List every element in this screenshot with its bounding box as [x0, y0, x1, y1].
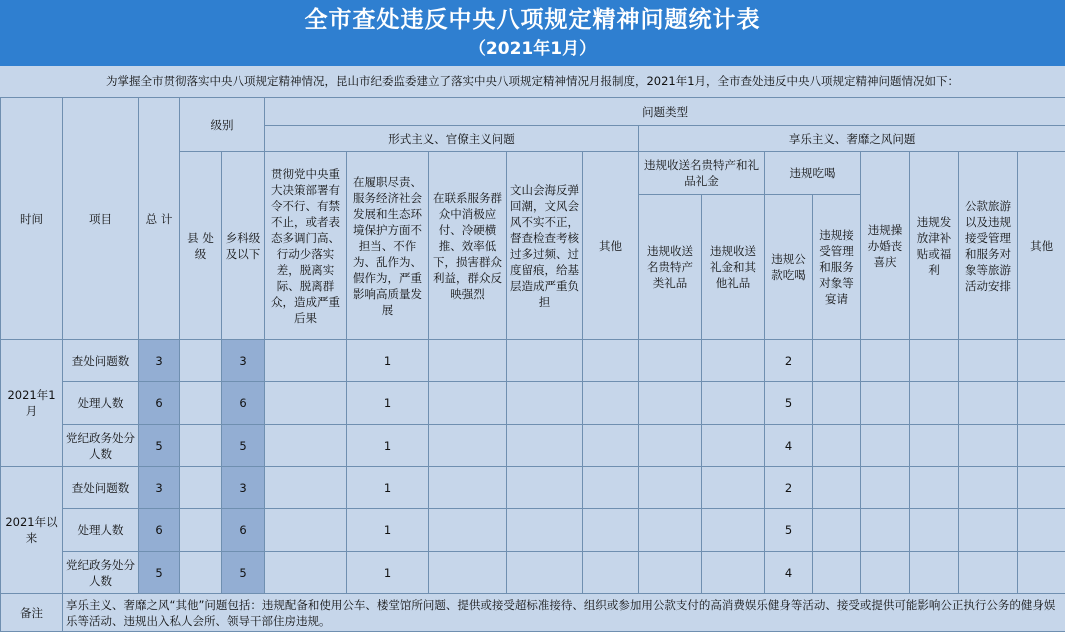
row-group-time: 2021年以来	[1, 467, 63, 594]
header-hedonism-6: 违规发放津补贴或福利	[910, 152, 959, 340]
cell-h4	[813, 467, 861, 509]
header-total: 总 计	[139, 98, 180, 340]
cell-total: 5	[139, 552, 180, 594]
row-group-time: 2021年1月	[1, 340, 63, 467]
row-item-label: 查处问题数	[63, 467, 139, 509]
cell-f2: 1	[347, 425, 429, 467]
header-hedonism-2: 违规收送礼金和其他礼品	[702, 195, 765, 340]
cell-h5	[861, 467, 910, 509]
cell-f2: 1	[347, 467, 429, 509]
cell-h8	[1018, 425, 1065, 467]
cell-h8	[1018, 382, 1065, 425]
cell-h1	[639, 340, 702, 382]
cell-h6	[910, 552, 959, 594]
cell-h6	[910, 467, 959, 509]
title-banner	[0, 0, 1065, 66]
cell-f1	[265, 467, 347, 509]
cell-f5	[583, 509, 639, 552]
table-row	[1, 425, 1065, 467]
cell-h1	[639, 467, 702, 509]
cell-h3: 5	[765, 509, 813, 552]
cell-h1	[639, 509, 702, 552]
cell-h6	[910, 340, 959, 382]
header-formalism: 形式主义、官僚主义问题	[265, 126, 639, 152]
row-item-label: 党纪政务处分人数	[63, 425, 139, 467]
cell-h2	[702, 382, 765, 425]
cell-total: 6	[139, 509, 180, 552]
row-item-label: 党纪政务处分人数	[63, 552, 139, 594]
cell-h4	[813, 425, 861, 467]
cell-f3	[429, 425, 507, 467]
cell-h7	[959, 382, 1018, 425]
cell-f2: 1	[347, 382, 429, 425]
cell-township: 5	[222, 425, 265, 467]
cell-h3: 4	[765, 552, 813, 594]
cell-township: 6	[222, 382, 265, 425]
cell-h5	[861, 382, 910, 425]
cell-county	[180, 425, 222, 467]
table-row	[1, 382, 1065, 425]
note-label: 备注	[1, 594, 63, 632]
header-formalism-other: 其他	[583, 152, 639, 340]
header-formalism-2: 在履职尽责、服务经济社会发展和生态环境保护方面不担当、不作为、乱作为、假作为，严重影响高质量发展	[347, 152, 429, 340]
cell-h7	[959, 509, 1018, 552]
header-hedonism-4: 违规接受管理和服务对象等宴请	[813, 195, 861, 340]
statistics-table	[0, 97, 1065, 632]
cell-f2: 1	[347, 552, 429, 594]
cell-h1	[639, 552, 702, 594]
cell-f1	[265, 425, 347, 467]
table-row	[1, 467, 1065, 509]
header-hedonism-1: 违规收送名贵特产类礼品	[639, 195, 702, 340]
cell-h2	[702, 467, 765, 509]
cell-township: 6	[222, 509, 265, 552]
table-row	[1, 552, 1065, 594]
cell-h8	[1018, 552, 1065, 594]
header-hedonism-3: 违规公款吃喝	[765, 195, 813, 340]
cell-h8	[1018, 467, 1065, 509]
row-item-label: 处理人数	[63, 509, 139, 552]
table-row	[1, 340, 1065, 382]
cell-h7	[959, 467, 1018, 509]
cell-f3	[429, 467, 507, 509]
cell-h2	[702, 509, 765, 552]
cell-h8	[1018, 509, 1065, 552]
cell-f3	[429, 340, 507, 382]
cell-f4	[507, 467, 583, 509]
cell-h2	[702, 340, 765, 382]
cell-h1	[639, 382, 702, 425]
header-hedonism-other: 其他	[1018, 152, 1065, 340]
header-gifts: 违规收送名贵特产和礼品礼金	[639, 152, 765, 195]
cell-h7	[959, 340, 1018, 382]
cell-h4	[813, 382, 861, 425]
cell-total: 3	[139, 467, 180, 509]
cell-f2: 1	[347, 509, 429, 552]
cell-f1	[265, 509, 347, 552]
cell-h7	[959, 425, 1018, 467]
cell-township: 3	[222, 340, 265, 382]
cell-h4	[813, 340, 861, 382]
cell-f4	[507, 509, 583, 552]
cell-f5	[583, 552, 639, 594]
cell-f5	[583, 340, 639, 382]
cell-f3	[429, 509, 507, 552]
page-subtitle: （2021年1月）	[468, 39, 597, 59]
header-formalism-4: 文山会海反弹回潮，文风会风不实不正，督查检查考核过多过频、过度留痕，给基层造成严重负担	[507, 152, 583, 340]
cell-h2	[702, 425, 765, 467]
header-time: 时间	[1, 98, 63, 340]
cell-f5	[583, 425, 639, 467]
cell-f3	[429, 552, 507, 594]
cell-county	[180, 467, 222, 509]
header-formalism-3: 在联系服务群众中消极应付、冷硬横推、效率低下，损害群众利益，群众反映强烈	[429, 152, 507, 340]
cell-h6	[910, 382, 959, 425]
cell-total: 5	[139, 425, 180, 467]
cell-f1	[265, 552, 347, 594]
header-eating: 违规吃喝	[765, 152, 861, 195]
cell-h6	[910, 509, 959, 552]
cell-h3: 2	[765, 340, 813, 382]
header-problem-type: 问题类型	[265, 98, 1065, 126]
header-township-level: 乡科级及以下	[222, 152, 265, 340]
cell-f4	[507, 382, 583, 425]
cell-h5	[861, 509, 910, 552]
header-county-level: 县 处 级	[180, 152, 222, 340]
header-formalism-1: 贯彻党中央重大决策部署有令不行、有禁不止，或者表态多调门高、行动少落实差，脱离实际、脱离群众，造成严重后果	[265, 152, 347, 340]
cell-f4	[507, 552, 583, 594]
cell-township: 3	[222, 467, 265, 509]
cell-h3: 4	[765, 425, 813, 467]
cell-township: 5	[222, 552, 265, 594]
cell-h3: 5	[765, 382, 813, 425]
cell-f4	[507, 340, 583, 382]
cell-county	[180, 340, 222, 382]
cell-h6	[910, 425, 959, 467]
cell-f1	[265, 340, 347, 382]
cell-county	[180, 509, 222, 552]
cell-county	[180, 552, 222, 594]
header-item: 项目	[63, 98, 139, 340]
header-hedonism-7: 公款旅游以及违规接受管理和服务对象等旅游活动安排	[959, 152, 1018, 340]
cell-total: 6	[139, 382, 180, 425]
row-item-label: 查处问题数	[63, 340, 139, 382]
cell-h4	[813, 509, 861, 552]
cell-h5	[861, 425, 910, 467]
page-title: 全市查处违反中央八项规定精神问题统计表	[304, 7, 761, 33]
header-level: 级别	[180, 98, 265, 152]
cell-f3	[429, 382, 507, 425]
header-hedonism-5: 违规操办婚丧喜庆	[861, 152, 910, 340]
cell-f4	[507, 425, 583, 467]
cell-h5	[861, 552, 910, 594]
cell-h7	[959, 552, 1018, 594]
cell-f5	[583, 467, 639, 509]
row-item-label: 处理人数	[63, 382, 139, 425]
cell-h1	[639, 425, 702, 467]
cell-total: 3	[139, 340, 180, 382]
cell-f5	[583, 382, 639, 425]
header-hedonism: 享乐主义、奢靡之风问题	[639, 126, 1065, 152]
intro-text: 为掌握全市贯彻落实中央八项规定精神情况，昆山市纪委监委建立了落实中央八项规定精神情况月报制度，2021年1月，全市查处违反中央八项规定精神问题情况如下：	[0, 66, 1065, 98]
cell-h2	[702, 552, 765, 594]
note-text: 享乐主义、奢靡之风“其他”问题包括：违规配备和使用公车、楼堂馆所问题、提供或接受超标准接待、组织或参加用公款支付的高消费娱乐健身等活动、接受或提供可能影响公正执行公务的健身娱乐等活动、违规出入私人会所、领导干部住房违规。	[63, 594, 1065, 632]
cell-h3: 2	[765, 467, 813, 509]
table-row	[1, 509, 1065, 552]
cell-f2: 1	[347, 340, 429, 382]
cell-f1	[265, 382, 347, 425]
cell-h4	[813, 552, 861, 594]
cell-county	[180, 382, 222, 425]
cell-h8	[1018, 340, 1065, 382]
cell-h5	[861, 340, 910, 382]
